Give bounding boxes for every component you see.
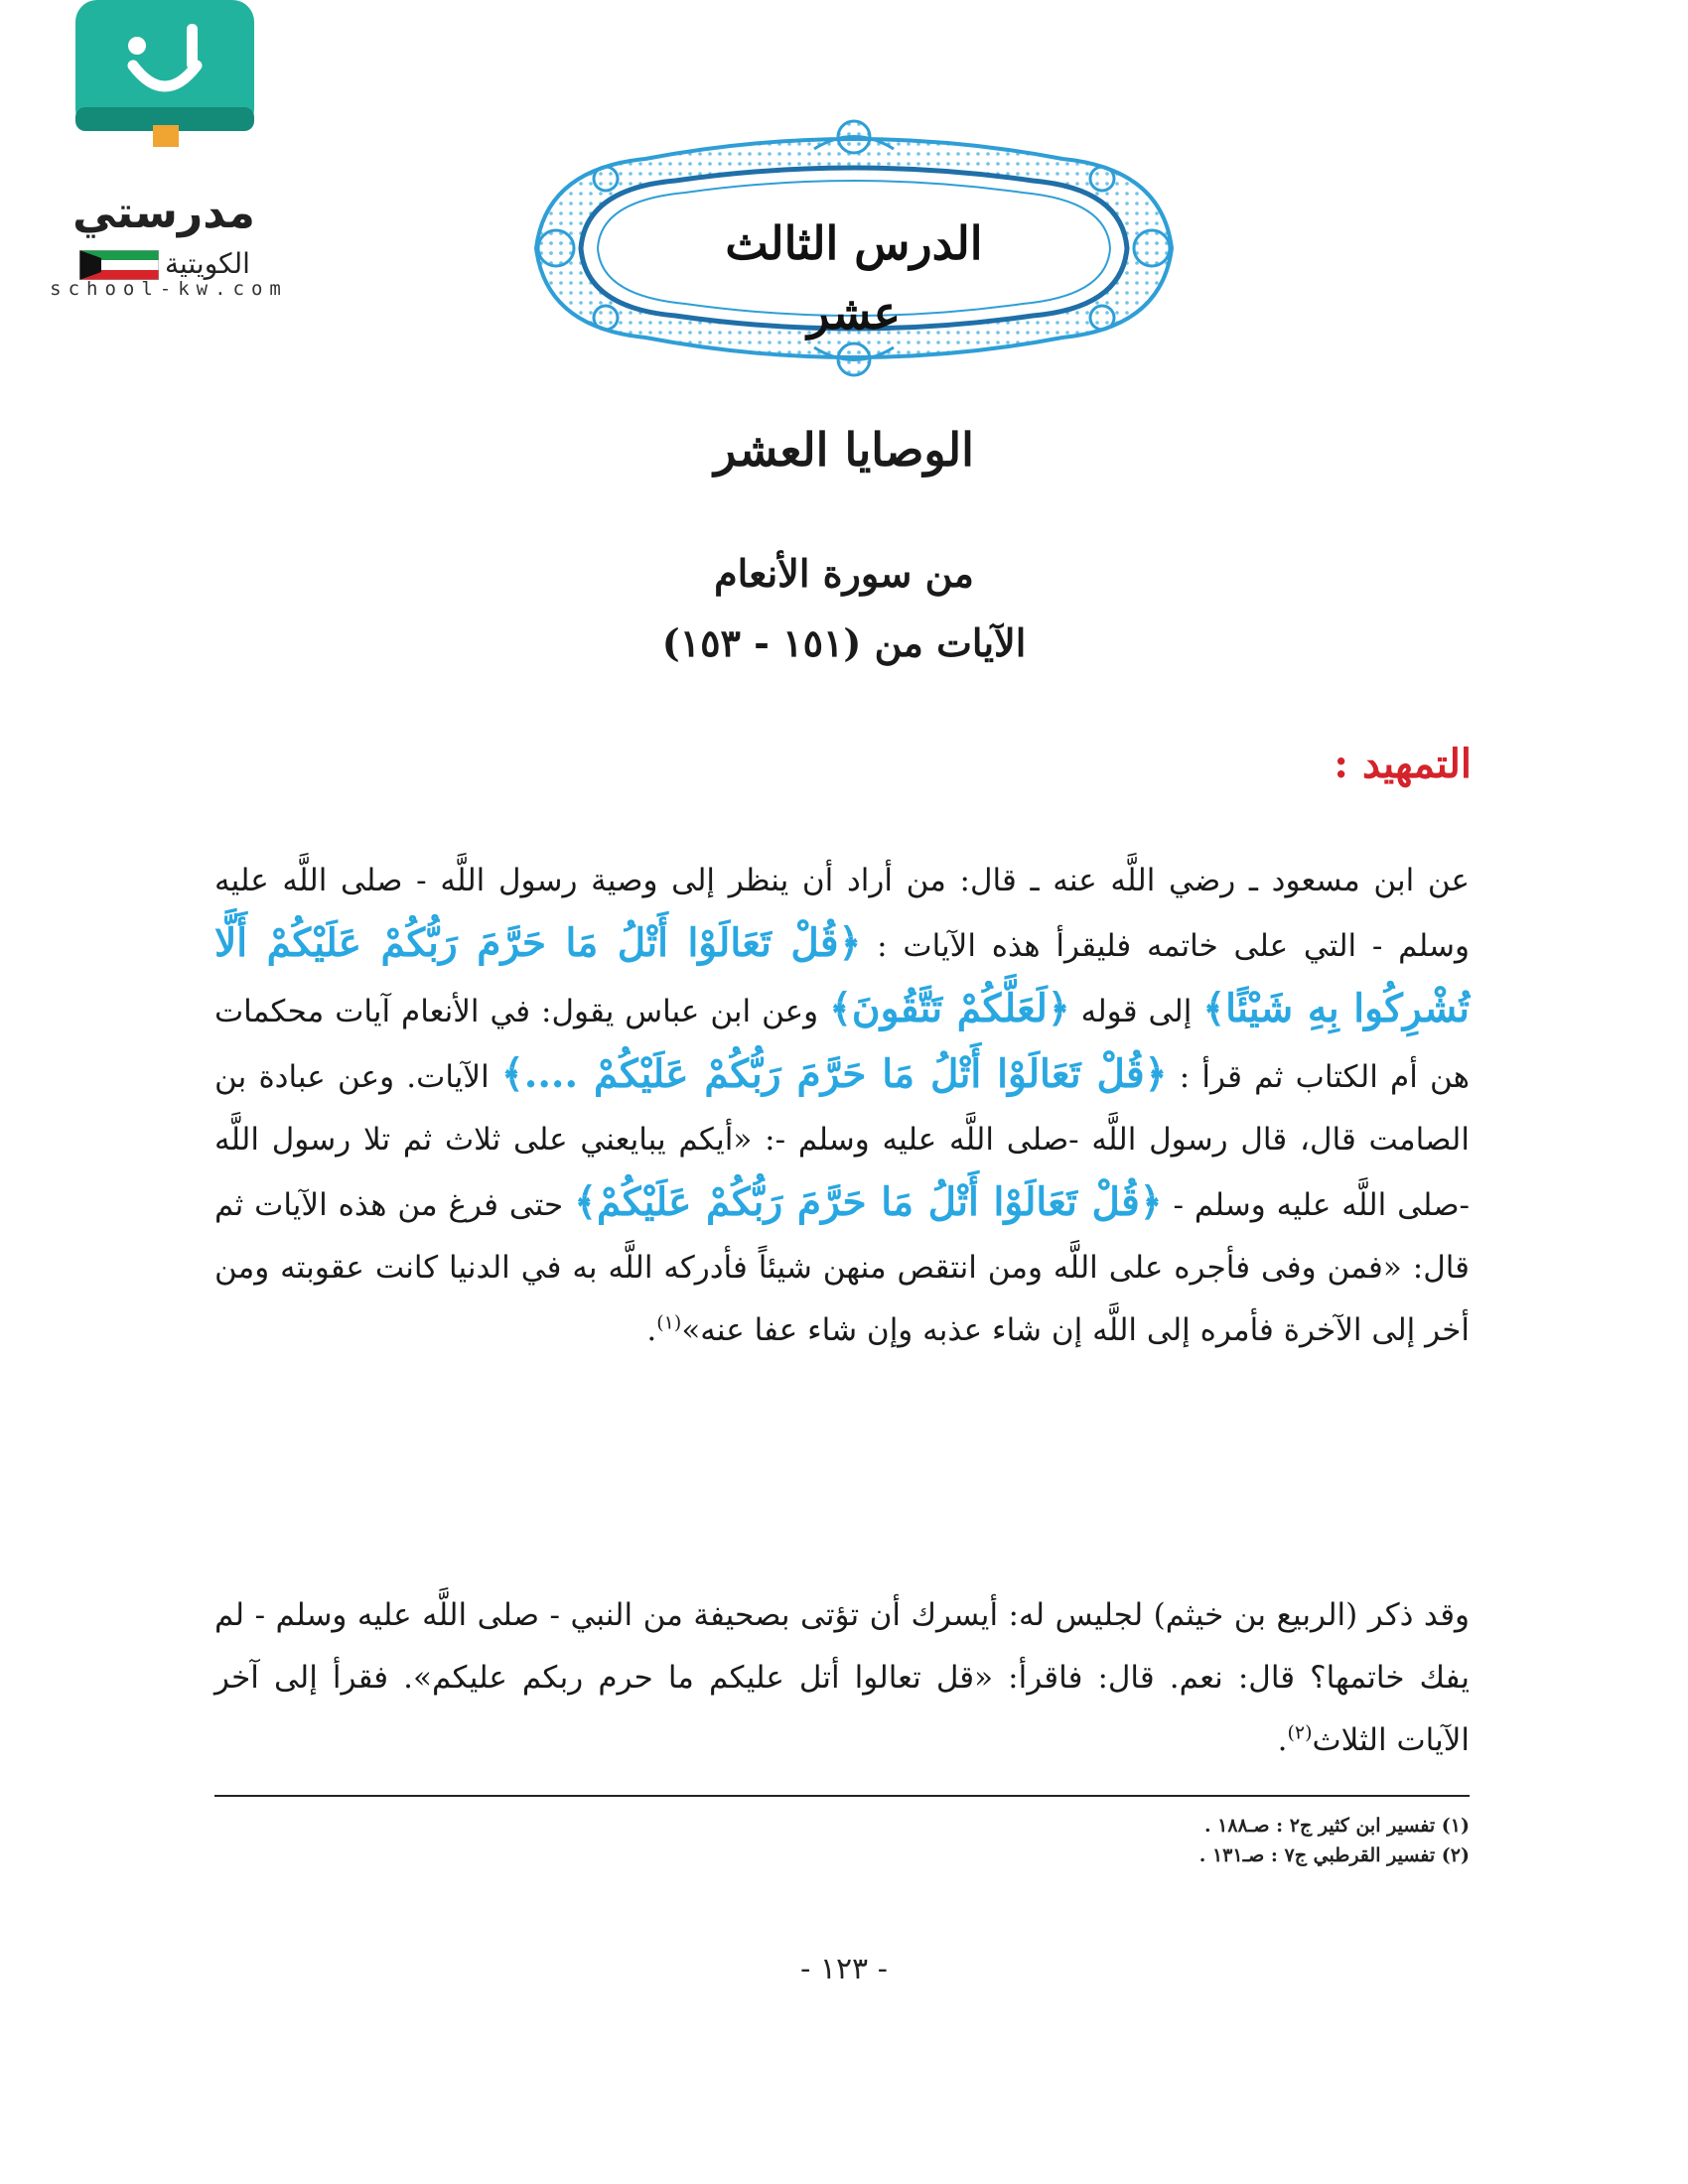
quran-verse: ﴿لَعَلَّكُمْ تَتَّقُونَ﴾ <box>829 986 1070 1031</box>
logo-name: مدرستي <box>72 188 255 238</box>
section-heading: التمهيد : <box>1334 741 1472 787</box>
lesson-title: الدرس الثالث عشر <box>725 216 983 340</box>
footnote-divider <box>214 1795 1470 1797</box>
lesson-title-frame <box>526 119 1182 377</box>
page-title: الوصايا العشر <box>714 423 974 477</box>
quran-verse: ﴿قُلْ تَعَالَوْا أَتْلُ مَا حَرَّمَ رَبُّكُمْ عَلَيْكُمْ أَلَّا تُشْرِكُوا بِهِ شَيْئًا﴾ <box>214 920 1470 1031</box>
footnote-1: (١) تفسير ابن كثير ج٢ : صـ١٨٨ . <box>1203 1815 1470 1837</box>
footnote-ref: (١) <box>656 1311 682 1334</box>
footnote-ref: (٢) <box>1287 1721 1313 1744</box>
kuwait-flag-icon <box>79 250 159 280</box>
second-paragraph <box>214 1584 1470 1772</box>
page-number: - ١٢٣ - <box>800 1952 888 1986</box>
surah-name: من سورة الأنعام <box>714 551 974 596</box>
logo-url: school-kw.com <box>50 278 288 300</box>
paragraph-text: وقد ذكر (الربيع بن خيثم) لجليس له: أيسرك أن تؤتى بصحيفة من النبي - صلى اللَّه عليه وسلم - لم يفك خاتمها؟ قال: نعم. قال: فاقرأ: «قل تعالوا أتل عليكم ما حرم ربكم عليكم». فقرأ إلى آخر الآيات الثلاث <box>214 1597 1470 1758</box>
footnotes <box>774 1811 1470 1870</box>
paragraph-text: وعن ابن عباس يقول: في الأنعام آيات محكمات هن أم الكتاب ثم قرأ : <box>214 994 1470 1095</box>
paragraph-text: الآيات. وعن عبادة بن الصامت قال، قال رسول اللَّه -صلى اللَّه عليه وسلم -: «أيكم يبايعني على ثلاث ثم تلا رسول اللَّه -صلى اللَّه عليه وسلم - <box>214 1059 1470 1223</box>
paragraph-end: . <box>1277 1722 1288 1758</box>
paragraph-end: . <box>646 1312 657 1348</box>
intro-paragraph <box>214 850 1470 1362</box>
logo-country: الكويتية <box>165 247 250 280</box>
footnote-2: (٢) تفسير القرطبي ج٧ : صـ١٣١ . <box>1198 1844 1470 1866</box>
paragraph-text: عن ابن مسعود ـ رضي اللَّه عنه ـ قال: من أراد أن ينظر إلى وصية رسول اللَّه - صلى اللَّه عليه وسلم - التي على خاتمه فليقرأ هذه الآيات : <box>214 863 1470 964</box>
ayat-range: الآيات من (١٥١ - ١٥٣) <box>661 620 1027 665</box>
quran-verse: ﴿قُلْ تَعَالَوْا أَتْلُ مَا حَرَّمَ رَبُّكُمْ عَلَيْكُمْ ....﴾ <box>500 1051 1168 1097</box>
logo <box>20 0 308 308</box>
book-logo-icon <box>75 0 254 147</box>
quran-verse: ﴿قُلْ تَعَالَوْا أَتْلُ مَا حَرَّمَ رَبُّكُمْ عَلَيْكُمْ﴾ <box>574 1179 1163 1225</box>
paragraph-text: إلى قوله <box>1069 994 1203 1029</box>
paragraph-text: حتى فرغ من هذه الآيات ثم قال: «فمن وفى فأجره على اللَّه ومن انتقص منهن شيئاً فأدركه اللَّه به في الدنيا كانت عقوبته ومن أخر إلى الآخرة فأمره إلى اللَّه إن شاء عذبه وإن شاء عفا عنه» <box>214 1187 1470 1348</box>
